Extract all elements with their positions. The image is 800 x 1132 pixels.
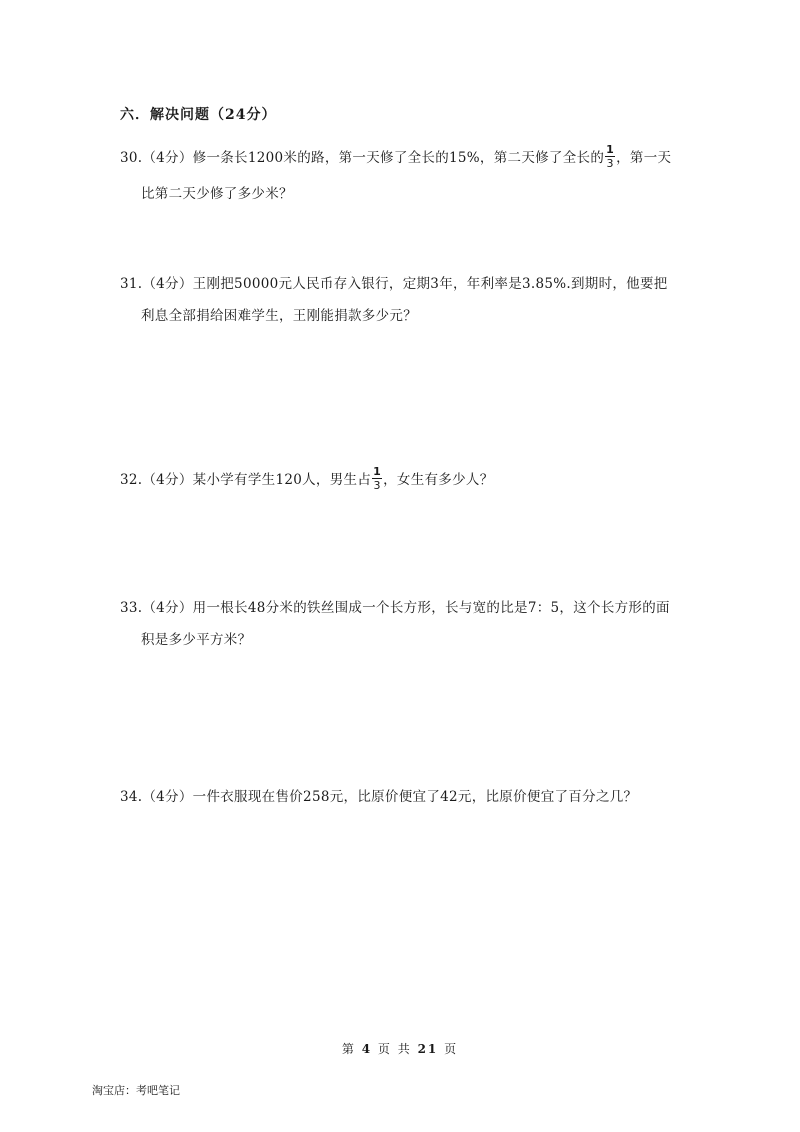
question-33: [120, 598, 670, 650]
footer-prefix: 第: [341, 1042, 356, 1056]
question-33-line2: 积是多少平方米？: [141, 632, 252, 648]
section-title: 六．解决问题（24分）: [120, 107, 277, 123]
question-34-text: 34.（4分）一件衣服现在售价258元，比原价便宜了42元，比原价便宜了百分之几？: [120, 789, 638, 805]
question-32: [120, 465, 494, 493]
question-30-text: 30.（4分）修一条长1200米的路，第一天修了全长的15%，第二天修了全长的: [120, 150, 605, 166]
footer-total-pages: 21: [417, 1042, 439, 1056]
page-footer: [0, 1040, 800, 1057]
question-34: [120, 787, 637, 807]
question-31-line2: 利息全部捐给困难学生，王刚能捐款多少元？: [141, 308, 417, 324]
fraction-one-third: [372, 466, 382, 491]
shop-label: 淘宝店：考吧笔记: [92, 1084, 180, 1097]
question-33-text: 33.（4分）用一根长48分米的铁丝围成一个长方形，长与宽的比是7：5，这个长方形的面: [120, 600, 670, 616]
question-31: [120, 274, 668, 326]
fraction-denominator: 3: [606, 157, 614, 170]
fraction-denominator: 3: [373, 479, 381, 492]
fraction-numerator: 1: [606, 143, 615, 156]
footer-page-number: 4: [361, 1042, 373, 1056]
question-30: [120, 143, 672, 204]
footer-suffix: 页: [444, 1042, 459, 1056]
question-32-text: 32.（4分）某小学有学生120人，男生占: [120, 472, 372, 488]
fraction-one-third: [605, 144, 615, 169]
question-32-text-end: ，女生有多少人？: [383, 472, 494, 488]
fraction-numerator: 1: [373, 465, 382, 478]
question-31-text: 31.（4分）王刚把50000元人民币存入银行，定期3年，年利率是3.85%.到期时，他要把: [120, 276, 668, 292]
question-30-line2: 比第二天少修了多少米？: [141, 186, 293, 202]
footer-middle: 页 共: [377, 1042, 412, 1056]
question-30-text-end: ，第一天: [616, 150, 672, 166]
